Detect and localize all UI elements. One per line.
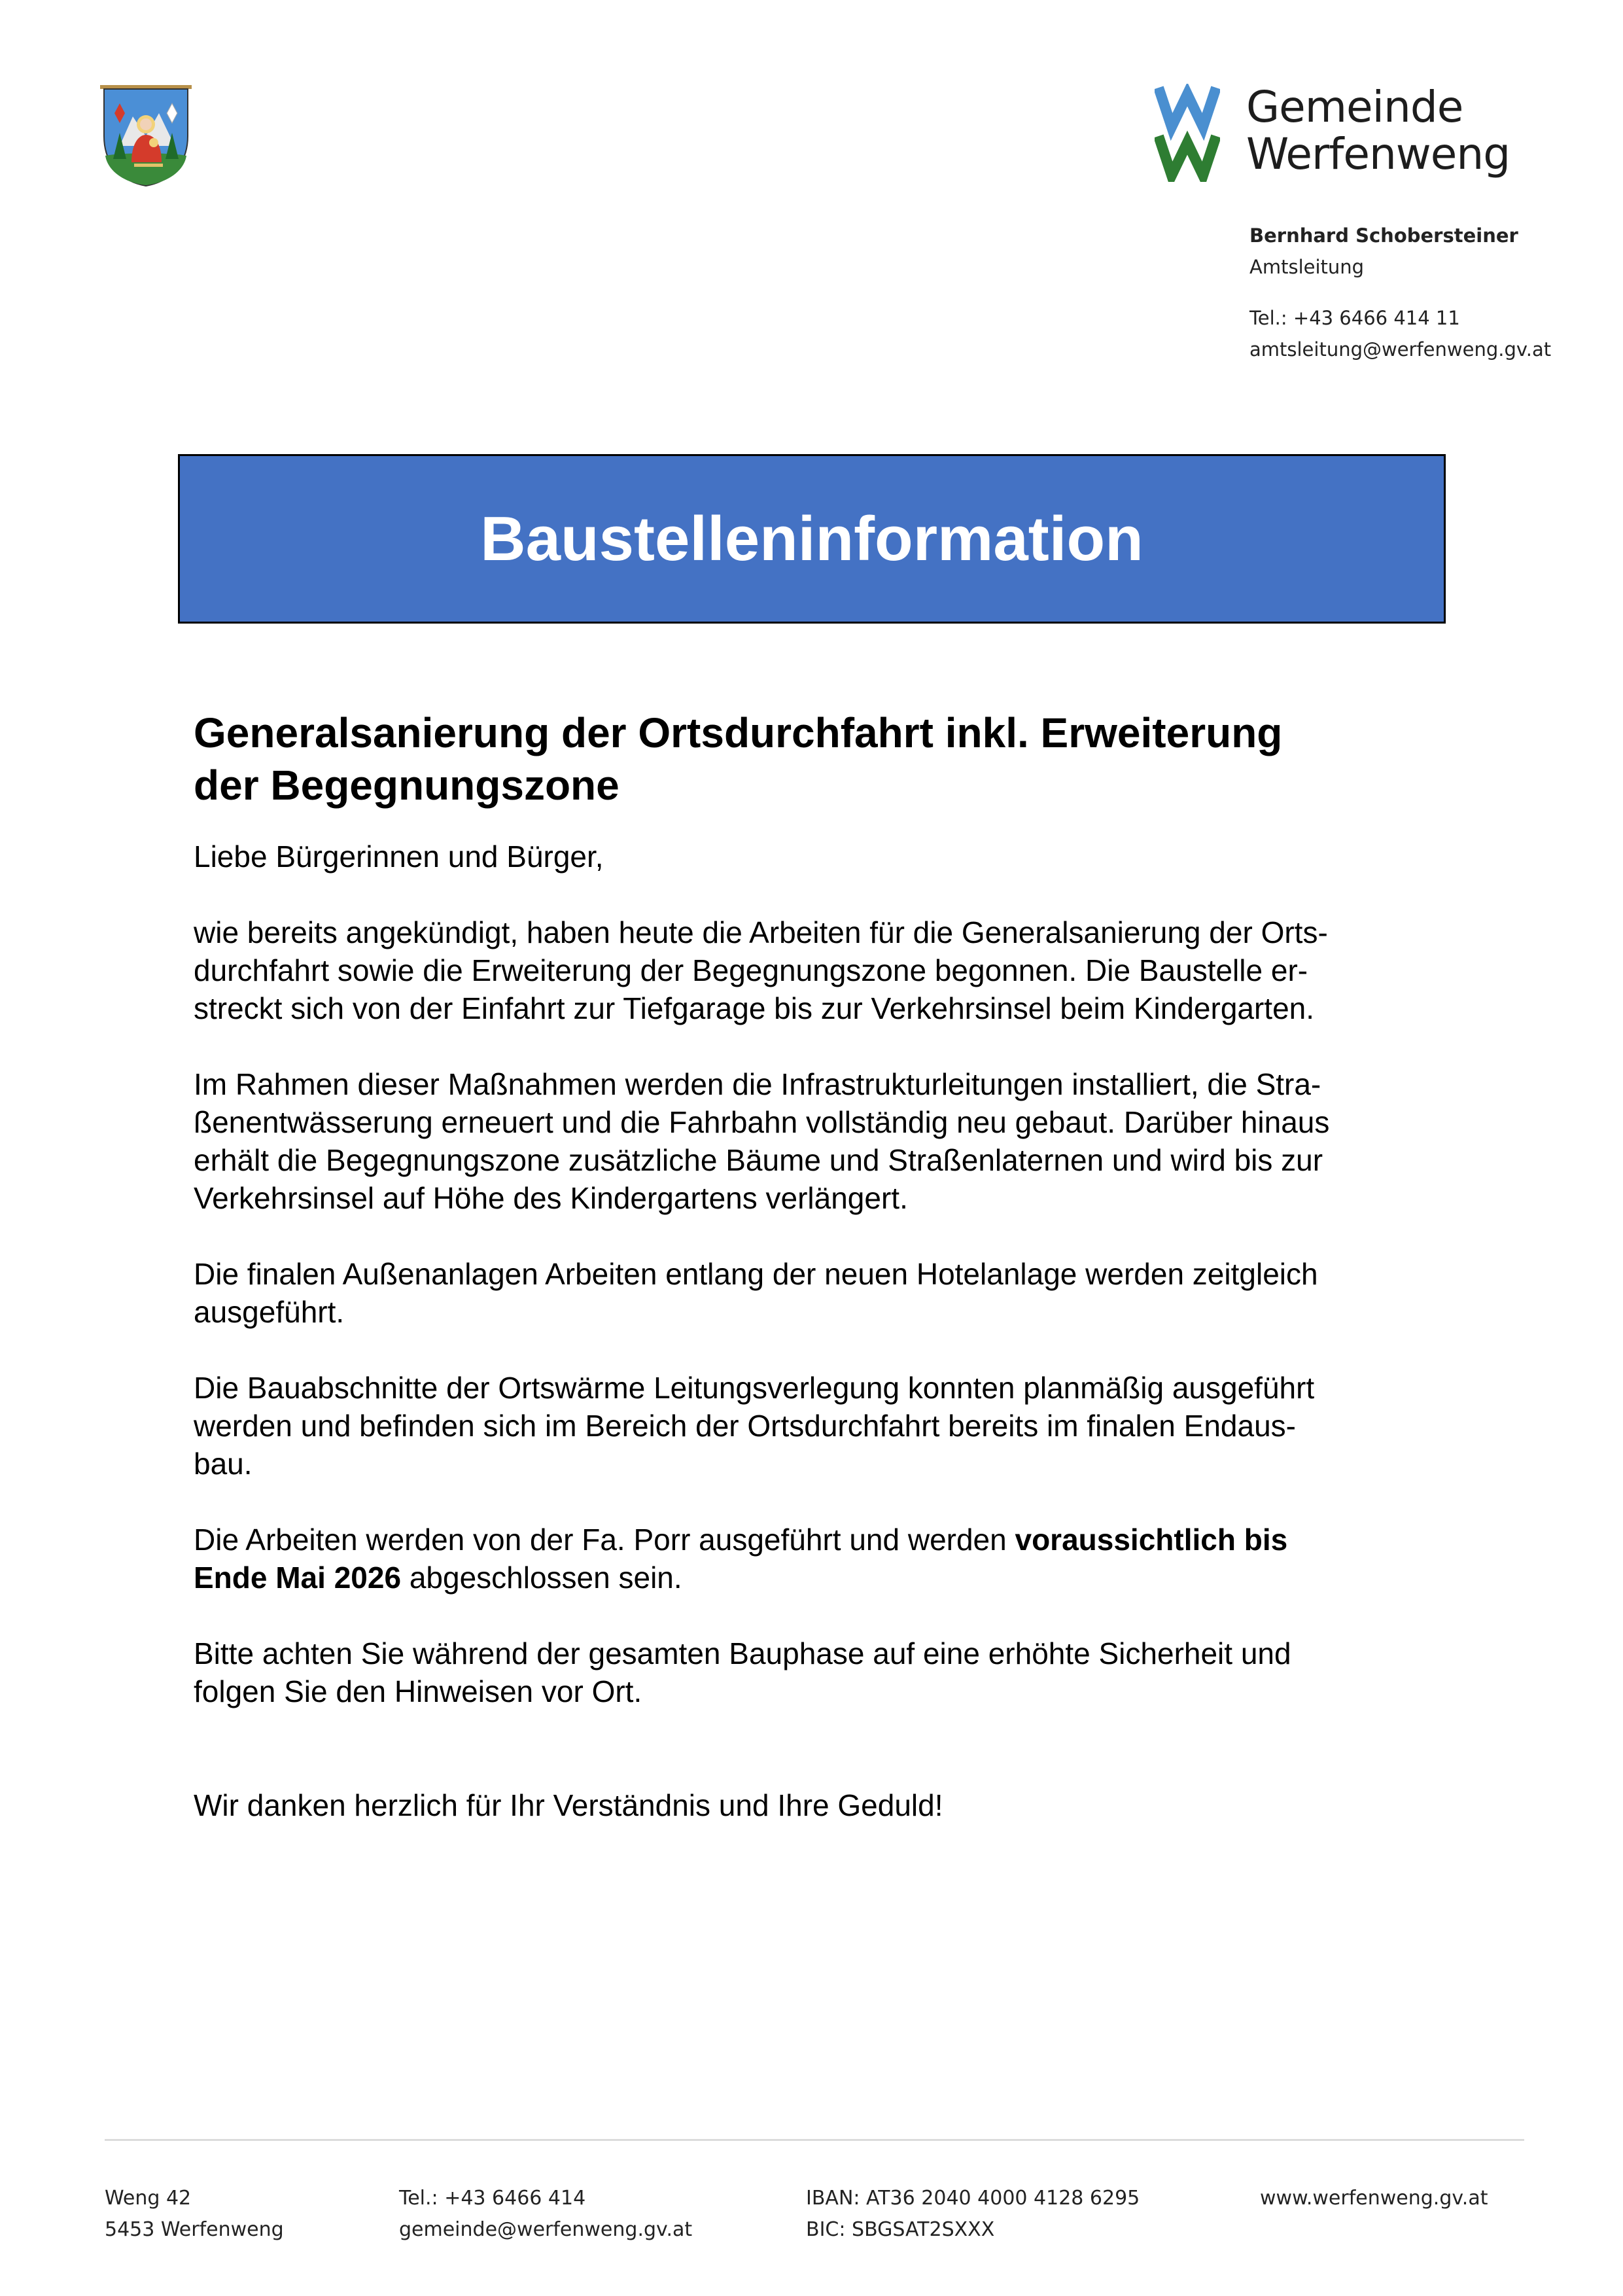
footer-email-link[interactable]: gemeinde@werfenweng.gv.at xyxy=(399,2218,693,2241)
footer-divider xyxy=(105,2139,1524,2141)
footer-phone: Tel.: +43 6466 414 xyxy=(399,2187,586,2210)
paragraph-line: Bitte achten Sie während der gesamten Bauphase auf eine erhöhte Sicherheit und xyxy=(194,1636,1291,1670)
contact-role: Amtsleitung xyxy=(1249,256,1365,278)
headline-line-1: Generalsanierung der Ortsdurchfahrt inkl. Erweiterung xyxy=(194,709,1283,756)
footer-iban: IBAN: AT36 2040 4000 4128 6295 xyxy=(806,2187,1140,2210)
salutation: Liebe Bürgerinnen und Bürger, xyxy=(194,839,604,874)
footer-web xyxy=(1260,2183,1488,2214)
paragraph-line: bau. xyxy=(194,1447,253,1481)
paragraph-line: Verkehrsinsel auf Höhe des Kindergartens verlängert. xyxy=(194,1181,908,1215)
brand-name xyxy=(1246,84,1510,178)
paragraph-line: ßenentwässerung erneuert und die Fahrbahn vollständig neu gebaut. Darüber hinaus xyxy=(194,1105,1330,1139)
footer-address-line-1: Weng 42 xyxy=(105,2187,192,2210)
footer-bic: BIC: SBGSAT2SXXX xyxy=(806,2218,995,2241)
completion-date: Ende Mai 2026 xyxy=(194,1561,402,1595)
paragraph-measures xyxy=(194,1065,1423,1217)
completion-highlight: voraussichtlich bis xyxy=(1015,1523,1288,1557)
text-normal: Die Arbeiten werden von der Fa. Porr ausgeführt und werden xyxy=(194,1523,1015,1557)
letter-body xyxy=(194,707,1423,1824)
paragraph-line xyxy=(194,1521,1423,1559)
paragraph-line xyxy=(194,1559,1423,1597)
contact-block xyxy=(1249,220,1551,365)
brand-line-2: Werfenweng xyxy=(1246,129,1510,179)
paragraph-line: wie bereits angekündigt, haben heute die Arbeiten für die Generalsanierung der Orts- xyxy=(194,915,1328,949)
ww-logo-icon xyxy=(1155,84,1220,182)
paragraph-line: ausgeführt. xyxy=(194,1295,345,1329)
footer-website-link[interactable]: www.werfenweng.gv.at xyxy=(1260,2187,1488,2210)
paragraph-line: erhält die Begegnungszone zusätzliche Bäume und Straßenlaternen und wird bis zur xyxy=(194,1143,1323,1177)
footer-contact xyxy=(399,2183,692,2246)
contact-name: Bernhard Schobersteiner xyxy=(1249,224,1518,247)
paragraph-line: Die Bauabschnitte der Ortswärme Leitungsverlegung konnten planmäßig ausgeführt xyxy=(194,1371,1315,1405)
paragraph-line: folgen Sie den Hinweisen vor Ort. xyxy=(194,1674,642,1708)
paragraph-district-heating xyxy=(194,1369,1423,1483)
closing: Wir danken herzlich für Ihr Verständnis und Ihre Geduld! xyxy=(194,1788,943,1822)
title-banner xyxy=(178,454,1446,624)
headline-line-2: der Begegnungszone xyxy=(194,762,620,809)
banner-title: Baustelleninformation xyxy=(480,503,1143,574)
paragraph-line: Die finalen Außenanlagen Arbeiten entlang der neuen Hotelanlage werden zeitgleich xyxy=(194,1257,1318,1291)
contact-phone: Tel.: +43 6466 414 11 xyxy=(1249,307,1460,329)
paragraph-start-of-works xyxy=(194,913,1423,1027)
brand-line-1: Gemeinde xyxy=(1246,82,1463,132)
coat-of-arms-icon xyxy=(94,84,198,188)
footer-address-line-2: 5453 Werfenweng xyxy=(105,2218,284,2241)
paragraph-outdoor-works xyxy=(194,1255,1423,1331)
paragraph-completion xyxy=(194,1521,1423,1597)
footer-address xyxy=(105,2183,284,2246)
paragraph-line: werden und befinden sich im Bereich der Ortsdurchfahrt bereits im finalen Endaus- xyxy=(194,1409,1296,1443)
paragraph-line: durchfahrt sowie die Erweiterung der Begegnungszone begonnen. Die Baustelle er- xyxy=(194,953,1308,987)
paragraph-line: Im Rahmen dieser Maßnahmen werden die Infrastrukturleitungen installiert, die Stra- xyxy=(194,1067,1321,1101)
footer-bank xyxy=(806,2183,1140,2246)
text-normal: abgeschlossen sein. xyxy=(401,1561,682,1595)
brand-logo xyxy=(1155,84,1510,182)
contact-email-link[interactable]: amtsleitung@werfenweng.gv.at xyxy=(1249,338,1552,361)
headline xyxy=(194,707,1423,811)
paragraph-line: streckt sich von der Einfahrt zur Tiefgarage bis zur Verkehrsinsel beim Kindergarten. xyxy=(194,991,1315,1025)
paragraph-safety xyxy=(194,1634,1423,1710)
